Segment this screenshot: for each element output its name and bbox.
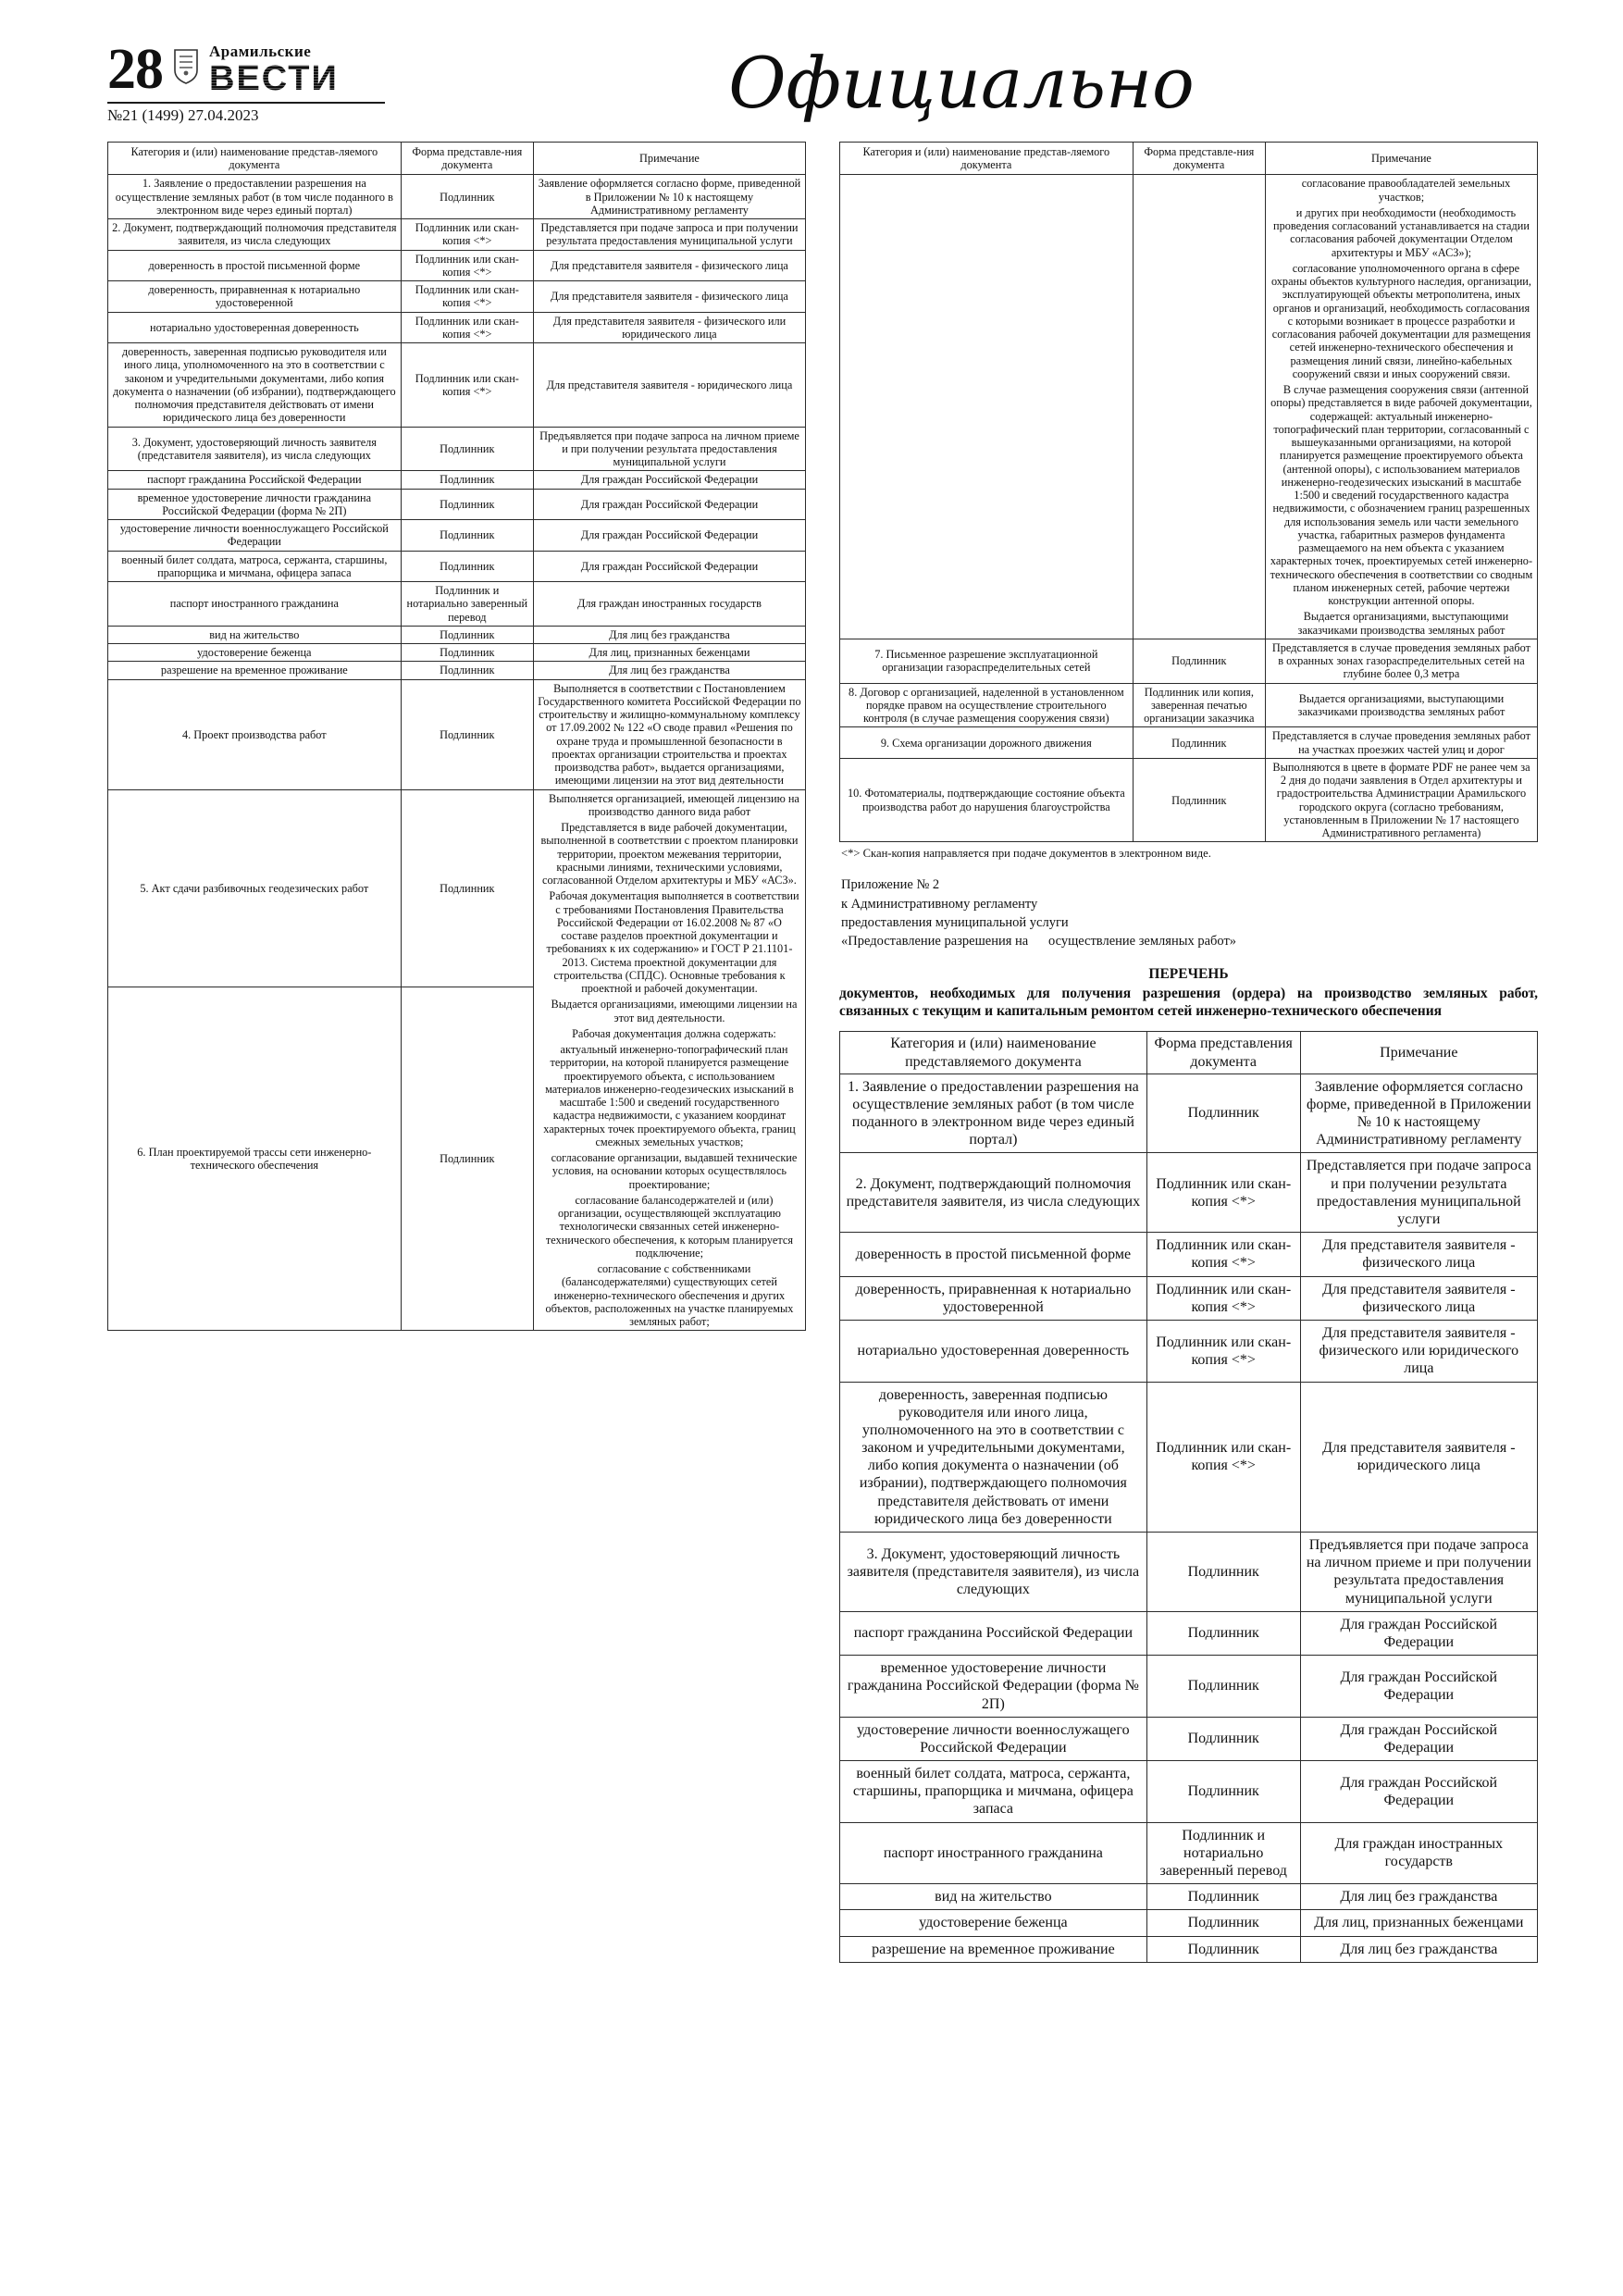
table-cell: удостоверение беженца: [840, 1910, 1147, 1936]
table-header-row: [840, 1032, 1538, 1074]
table-cell: нотариально удостоверенная доверенность: [108, 312, 402, 343]
table-cell: Подлинник: [1133, 639, 1265, 683]
table-row: [840, 1382, 1538, 1533]
table-row: [840, 1936, 1538, 1962]
table-cell: Представляется в случае проведения земляных работ в охранных зонах газораспределительных сетей на глубине более 0,3 метра: [1265, 639, 1537, 683]
table-row: [840, 727, 1538, 759]
table-row: [840, 1533, 1538, 1612]
table-cell: 4. Проект производства работ: [108, 679, 402, 789]
content-columns: [107, 142, 1538, 1963]
table-row: [108, 312, 806, 343]
table-cell: Для граждан Российской Федерации: [1300, 1656, 1537, 1718]
table-cell: Подлинник: [401, 427, 533, 471]
issue-line: №21 (1499) 27.04.2023: [107, 102, 385, 125]
table-cell: Для представителя заявителя - юридического лица: [1300, 1382, 1537, 1533]
table-cell: временное удостоверение личности гражданина Российской Федерации (форма № 2П): [108, 489, 402, 520]
table-cell: разрешение на временное проживание: [840, 1936, 1147, 1962]
note-paragraph: согласование организации, выдавшей технические условия, на основании которых осуществлялось проектирование;: [551, 1151, 798, 1191]
table-cell: Подлинник или копия, заверенная печатью организации заказчика: [1133, 683, 1265, 727]
table-cell: Подлинник или скан-копия <*>: [401, 250, 533, 281]
note-paragraph: и других при необходимости (необходимость проведения согласований устанавливается на стадии согласования рабочей документации Отделом архитектуры и МБУ «АСЗ»);: [1273, 205, 1530, 259]
table-row: [108, 520, 806, 552]
table-cell: доверенность, заверенная подписью руководителя или иного лица, уполномоченного на это в соответствии с законом и учредительными документами, либо копия документа о назначении (об избрании), подтверждающего полномочия представителя действовать от имени юридического лица без доверенности: [108, 343, 402, 428]
brand-city-label: Арамильские: [209, 43, 312, 60]
table-cell: 2. Документ, подтверждающий полномочия представителя заявителя, из числа следующих: [108, 219, 402, 251]
table-cell: доверенность, заверенная подписью руководителя или иного лица, уполномоченного на это в соответствии с законом и учредительными документами, либо копия документа о назначении (об избрании), подтверждающего полномочия представителя действовать от имени юридического лица без доверенности: [840, 1382, 1147, 1533]
table-cell: Для граждан Российской Федерации: [1300, 1761, 1537, 1823]
table-cell: доверенность в простой письменной форме: [840, 1233, 1147, 1276]
table-cell: Подлинник или скан-копия <*>: [401, 219, 533, 251]
table-row: [840, 1153, 1538, 1233]
table-cell: [840, 175, 1134, 639]
table-row: [108, 644, 806, 662]
note-paragraph: согласование с собственниками (балансодержателями) существующих сетей инженерно-технического обеспечения и других объектов, расположенных на участке планируемых земляных работ;: [545, 1262, 794, 1329]
table-cell: Для граждан Российской Федерации: [1300, 1717, 1537, 1760]
table-cell: военный билет солдата, матроса, сержанта, старшины, прапорщика и мичмана, офицера запаса: [108, 551, 402, 582]
right-column: [839, 142, 1538, 1963]
note-paragraph: Выполняется организацией, имеющей лицензию на производство данного вида работ: [549, 791, 799, 818]
table-row: [108, 662, 806, 679]
table-cell: [1133, 175, 1265, 639]
brand-text: [209, 43, 339, 96]
table-cell: Подлинник: [1133, 727, 1265, 759]
header-form: Форма представле-ния документа: [1133, 142, 1265, 175]
table-cell: Предъявляется при подаче запроса на личном приеме и при получении результата предоставления муниципальной услуги: [533, 427, 805, 471]
appendix-line: предоставления муниципальной услуги: [841, 914, 1069, 930]
table-cell: Для граждан Российской Федерации: [1300, 1611, 1537, 1655]
table-cell: 6. План проектируемой трассы сети инженерно-технического обеспечения: [108, 987, 402, 1331]
table-cell: военный билет солдата, матроса, сержанта, старшины, прапорщика и мичмана, офицера запаса: [840, 1761, 1147, 1823]
table-cell: Подлинник или скан-копия <*>: [1146, 1276, 1300, 1320]
header-category: Категория и (или) наименование представ-ляемого документа: [108, 142, 402, 175]
note-paragraph: согласование правообладателей земельных участков;: [1301, 177, 1511, 204]
table-row: [840, 683, 1538, 727]
table-row: [840, 758, 1538, 842]
table-cell: Подлинник: [1146, 1656, 1300, 1718]
merged-note-cell: [533, 789, 805, 1331]
page-number: 28: [107, 38, 163, 101]
table-cell: Подлинник: [401, 789, 533, 987]
table-cell: вид на жительство: [108, 626, 402, 643]
table-cell: 9. Схема организации дорожного движения: [840, 727, 1134, 759]
table-cell: нотариально удостоверенная доверенность: [840, 1320, 1147, 1382]
table-cell: Предъявляется при подаче запроса на личном приеме и при получении результата предоставления муниципальной услуги: [1300, 1533, 1537, 1612]
table-header-row: [108, 142, 806, 175]
table-cell: Для лиц без гражданства: [533, 662, 805, 679]
table-cell: разрешение на временное проживание: [108, 662, 402, 679]
note-paragraph: актуальный инженерно-топографический план территории, на которой планируется размещение проектируемого объекта, с использованием материалов инженерно-геодезических изысканий в масштабе 1:500 и сведений государственного кадастра недвижимости, с указанием координат характерных точек проектируемого объекта, границ смежных земельных участков;: [543, 1043, 796, 1148]
table-cell: Для граждан Российской Федерации: [533, 489, 805, 520]
table-row: [840, 175, 1538, 639]
table-cell: удостоверение беженца: [108, 644, 402, 662]
table-cell: 1. Заявление о предоставлении разрешения на осуществление земляных работ (в том числе поданного в электронном виде через единый портал): [108, 175, 402, 219]
header-category: Категория и (или) наименование представляемого документа: [840, 1032, 1147, 1074]
perechen-subtitle: документов, необходимых для получения разрешения (ордера) на производство земляных работ, связанных с текущим и капитальным ремонтом сетей инженерно-технического обеспечения: [839, 985, 1538, 1019]
table-cell: Подлинник: [401, 644, 533, 662]
table-cell: Подлинник и нотариально заверенный перевод: [1146, 1822, 1300, 1884]
table-cell: Для граждан Российской Федерации: [533, 471, 805, 489]
table-cell: Для представителя заявителя - физического лица: [1300, 1276, 1537, 1320]
left-column: [107, 142, 806, 1332]
note-paragraph: Выдается организациями, имеющими лицензии на этот вид деятельности.: [551, 998, 798, 1024]
note-paragraph: Выдается организациями, выступающими заказчиками производства земляных работ: [1297, 610, 1509, 637]
table-cell: Для лиц без гражданства: [1300, 1936, 1537, 1962]
documents-table-1: [107, 142, 806, 1332]
table-cell: Выполняются в цвете в формате PDF не ранее чем за 2 дня до подачи заявления в Отдел архитектуры и градостроительства Администрации Арамильского городского округа (согласно требованиям, установленным в Приложении № 17 настоящего Административного регламента): [1265, 758, 1537, 842]
documents-table-2-body: [840, 1074, 1538, 1962]
table-row: [840, 1910, 1538, 1936]
merged-note-continuation-cell: [1265, 175, 1537, 639]
table-cell: Для граждан иностранных государств: [533, 582, 805, 627]
table-cell: 10. Фотоматериалы, подтверждающие состояние объекта производства работ до нарушения благоустройства: [840, 758, 1134, 842]
perechen-title: ПЕРЕЧЕНЬ: [1148, 965, 1229, 982]
table-row: [840, 1233, 1538, 1276]
table-cell: Подлинник или скан-копия <*>: [401, 312, 533, 343]
table-cell: паспорт иностранного гражданина: [840, 1822, 1147, 1884]
table-cell: Подлинник: [1146, 1936, 1300, 1962]
table-cell: Подлинник: [401, 520, 533, 552]
table-cell: Заявление оформляется согласно форме, приведенной в Приложении № 10 к настоящему Административному регламенту: [533, 175, 805, 219]
table-row: [108, 281, 806, 313]
table-cell: 2. Документ, подтверждающий полномочия представителя заявителя, из числа следующих: [840, 1153, 1147, 1233]
note-paragraph: Рабочая документация выполняется в соответствии с требованиями Постановления Правительства Российской Федерации от 16.02.2008 № 87 «О составе разделов проектной документации и требованиях к их содержанию» и ГОСТ Р 21.1101-2013. Система проектной документации для строительства (СПДС). Основные требования к проектной и рабочей документации.: [546, 889, 799, 996]
documents-table-1-body: [108, 175, 806, 1331]
table-cell: Для лиц без гражданства: [533, 626, 805, 643]
table-row: [108, 175, 806, 219]
table-cell: Для граждан иностранных государств: [1300, 1822, 1537, 1884]
table-cell: Подлинник или скан-копия <*>: [401, 281, 533, 313]
table-row: [108, 626, 806, 643]
brand-name: ВЕСТИ: [209, 59, 339, 98]
table-row: [840, 1761, 1538, 1823]
table-cell: доверенность в простой письменной форме: [108, 250, 402, 281]
table-row: [840, 1611, 1538, 1655]
table-row: [108, 471, 806, 489]
table-cell: Подлинник или скан-копия <*>: [401, 343, 533, 428]
table-cell: удостоверение личности военнослужащего Российской Федерации: [108, 520, 402, 552]
table-row: [840, 1822, 1538, 1884]
coat-of-arms-icon: [172, 48, 200, 90]
table-cell: Выдается организациями, выступающими заказчиками производства земляных работ: [1265, 683, 1537, 727]
appendix-reference-block: [841, 875, 1538, 950]
note-paragraph: В случае размещения сооружения связи (антенной опоры) представляется в виде рабочей документации, содержащей: актуальный инженерно-топографический план территории, согласованный с вышеуказанными организациями, на которой планируется размещение проектируемого объекта (антенной опоры), с использованием материалов инженерно-геодезических изысканий в масштабе 1:500 и сведений государственного кадастра недвижимости, с обозначением границ разрешенных для использования земель или части земельного участка, габаритных размеров фундамента размещаемого на нем объекта с указанием характерных точек, проектируемых сетей инженерно-технического обеспечения в соответствии со сводным планом инженерных сетей, рабочие чертежи конструкции антенной опоры.: [1270, 383, 1533, 608]
documents-table-1-continued-body: [840, 175, 1538, 842]
table-cell: паспорт иностранного гражданина: [108, 582, 402, 627]
documents-table-2: [839, 1031, 1538, 1962]
table-cell: паспорт гражданина Российской Федерации: [840, 1611, 1147, 1655]
table-cell: Выполняется в соответствии с Постановлением Государственного комитета Российской Федерации по строительству и жилищно-коммунальному комплексу от 17.09.2002 № 122 «О своде правил «Решения по охране труда и промышленной безопасности в проектах организации строительства и проектах производства работ», выдается организациями, имеющими лицензии на этот вид деятельности: [533, 679, 805, 789]
table-cell: Представляется при подаче запроса и при получении результата предоставления муниципальной услуги: [1300, 1153, 1537, 1233]
table-cell: Для граждан Российской Федерации: [533, 551, 805, 582]
table-cell: Подлинник: [401, 551, 533, 582]
table-cell: Подлинник: [1146, 1884, 1300, 1910]
table-header-row: [840, 142, 1538, 175]
table-cell: Подлинник: [1146, 1761, 1300, 1823]
table-cell: доверенность, приравненная к нотариально удостоверенной: [840, 1276, 1147, 1320]
table-row: [840, 1074, 1538, 1153]
table-cell: временное удостоверение личности гражданина Российской Федерации (форма № 2П): [840, 1656, 1147, 1718]
table-cell: Для представителя заявителя - физического лица: [533, 281, 805, 313]
table-cell: 7. Письменное разрешение эксплуатационной организации газораспределительных сетей: [840, 639, 1134, 683]
appendix-line: «Предоставление разрешения на осуществление земляных работ»: [841, 934, 1237, 949]
table-cell: 1. Заявление о предоставлении разрешения на осуществление земляных работ (в том числе поданного в электронном виде через единый портал): [840, 1074, 1147, 1153]
table-cell: вид на жительство: [840, 1884, 1147, 1910]
table-cell: Для представителя заявителя - физического лица: [533, 250, 805, 281]
table-cell: Для лиц без гражданства: [1300, 1884, 1537, 1910]
table-cell: Подлинник: [1133, 758, 1265, 842]
table-cell: 8. Договор с организацией, наделенной в установленном порядке правом на осуществление строительного контроля (в случае размещения сооружения связи): [840, 683, 1134, 727]
header-category: Категория и (или) наименование представ-ляемого документа: [840, 142, 1134, 175]
table-row: [840, 1276, 1538, 1320]
note-paragraph: Рабочая документация должна содержать:: [572, 1026, 776, 1040]
perechen-heading: [839, 966, 1538, 1021]
note-paragraph: согласование балансодержателей и (или) организации, осуществляющей эксплуатацию технологически связанных сетей инженерно-технического обеспечения, к которым планируется подключение;: [545, 1193, 793, 1260]
table-cell: Подлинник: [1146, 1910, 1300, 1936]
masthead-left: [107, 38, 385, 125]
table-row: [108, 250, 806, 281]
masthead: [107, 38, 1538, 125]
header-note: Примечание: [533, 142, 805, 175]
note-paragraph: согласование уполномоченного органа в сфере охраны объектов культурного наследия, организации, эксплуатирующей объекты метрополитена, иных органов и организаций, необходимость согласования с которыми возникает в процессе разработки и согласования рабочей документации для размещения сетей инженерно-технического обеспечения и размещения линий связи, линейно-кабельных сооружений связи и иных сооружений связи.: [1270, 261, 1531, 380]
table-row: [840, 1884, 1538, 1910]
table-row: [108, 679, 806, 789]
table-row: [108, 489, 806, 520]
table-row: [108, 343, 806, 428]
table-cell: 3. Документ, удостоверяющий личность заявителя (представителя заявителя), из числа следующих: [840, 1533, 1147, 1612]
table-cell: Подлинник: [401, 471, 533, 489]
table-cell: 5. Акт сдачи разбивочных геодезических работ: [108, 789, 402, 987]
table-cell: Подлинник: [1146, 1074, 1300, 1153]
header-form: Форма представле-ния документа: [401, 142, 533, 175]
table-cell: Представляется в случае проведения земляных работ на участках проезжих частей улиц и дорог: [1265, 727, 1537, 759]
table-cell: паспорт гражданина Российской Федерации: [108, 471, 402, 489]
table-row: [840, 1656, 1538, 1718]
section-title: Официально: [728, 42, 1195, 124]
appendix-line: к Административному регламенту: [841, 896, 1038, 912]
table-row: [108, 219, 806, 251]
note-paragraph: Представляется в виде рабочей документации, выполненной в соответствии с проектом планировки территории, проектом межевания территории, красными линиями, техническими условиями, согласованной Отделом архитектуры и МБУ «АСЗ».: [540, 821, 799, 887]
table-cell: Подлинник: [401, 662, 533, 679]
table-cell: Подлинник: [401, 987, 533, 1331]
table-cell: Для представителя заявителя - юридического лица: [533, 343, 805, 428]
table-cell: Подлинник и нотариально заверенный перевод: [401, 582, 533, 627]
table-cell: Представляется при подаче запроса и при получении результата предоставления муниципальной услуги: [533, 219, 805, 251]
table-row: [840, 1320, 1538, 1382]
table-cell: 3. Документ, удостоверяющий личность заявителя (представителя заявителя), из числа следующих: [108, 427, 402, 471]
table-cell: Подлинник: [1146, 1611, 1300, 1655]
table-cell: Подлинник: [401, 679, 533, 789]
table-row: [840, 1717, 1538, 1760]
masthead-brand-row: [107, 38, 385, 101]
table-row: [840, 639, 1538, 683]
appendix-line: Приложение № 2: [841, 877, 940, 893]
table-cell: доверенность, приравненная к нотариально удостоверенной: [108, 281, 402, 313]
table-cell: Для представителя заявителя - физического или юридического лица: [533, 312, 805, 343]
table-cell: Подлинник: [401, 489, 533, 520]
table-cell: Подлинник или скан-копия <*>: [1146, 1320, 1300, 1382]
table-row: [108, 427, 806, 471]
header-form: Форма представления документа: [1146, 1032, 1300, 1074]
table-cell: удостоверение личности военнослужащего Российской Федерации: [840, 1717, 1147, 1760]
table-row: [108, 551, 806, 582]
table-row: [108, 582, 806, 627]
table-cell: Для лиц, признанных беженцами: [533, 644, 805, 662]
table-cell: Заявление оформляется согласно форме, приведенной в Приложении № 10 к настоящему Административному регламенту: [1300, 1074, 1537, 1153]
table-cell: Подлинник или скан-копия <*>: [1146, 1233, 1300, 1276]
table-row: [108, 789, 806, 987]
table-cell: Подлинник или скан-копия <*>: [1146, 1153, 1300, 1233]
table-cell: Для лиц, признанных беженцами: [1300, 1910, 1537, 1936]
table-cell: Для представителя заявителя - физического лица: [1300, 1233, 1537, 1276]
table-cell: Подлинник: [1146, 1717, 1300, 1760]
header-note: Примечание: [1300, 1032, 1537, 1074]
documents-table-1-continued: [839, 142, 1538, 843]
scan-copy-footnote: <*> Скан-копия направляется при подаче документов в электронном виде.: [841, 847, 1211, 861]
table-cell: Подлинник: [401, 626, 533, 643]
table-cell: Подлинник или скан-копия <*>: [1146, 1382, 1300, 1533]
header-note: Примечание: [1265, 142, 1537, 175]
table-cell: Подлинник: [1146, 1533, 1300, 1612]
table-cell: Для граждан Российской Федерации: [533, 520, 805, 552]
table-cell: Подлинник: [401, 175, 533, 219]
table-cell: Для представителя заявителя - физического или юридического лица: [1300, 1320, 1537, 1382]
